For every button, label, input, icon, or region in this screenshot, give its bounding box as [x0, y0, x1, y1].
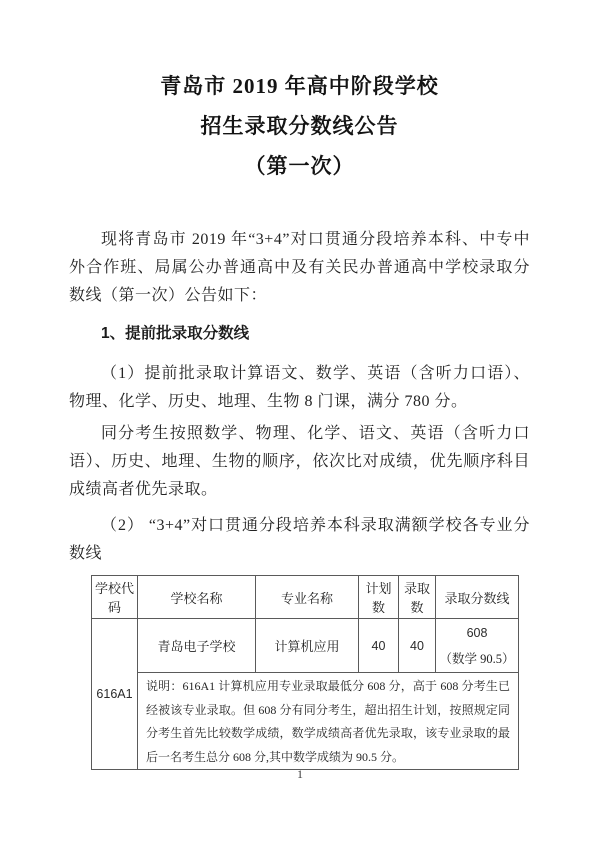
paragraph-subjects: （1）提前批录取计算语文、数学、英语（含听力口语）、物理、化学、历史、地理、生物 8 门课，满分 780 分。 [69, 365, 530, 410]
page-title-line2: 招生录取分数线公告 [200, 114, 399, 138]
col-header-school-code: 学校代码 [92, 576, 138, 619]
cell-explanation-note: 说明：616A1 计算机应用专业录取最低分 608 分，高于 608 分考生已经被该专业录取。但 608 分有同分考生，超出招生计划，按照规定同分考生首先比较数学成绩，数学成绩高者优先录取，该专业录取的最后一名考生总分 608 分,其中数学成绩为 90.5 分。 [138, 673, 519, 770]
admission-score-table [91, 575, 519, 770]
page-number: 1 [297, 767, 303, 781]
title-block [69, 0, 530, 186]
cell-plan-count: 40 [359, 619, 399, 673]
intro-paragraph: 现将青岛市 2019 年“3+4”对口贯通分段培养本科、中专中外合作班、局属公办普通高中及有关民办普通高中学校录取分数线（第一次）公告如下： [69, 231, 530, 304]
cell-school-code: 616A1 [92, 619, 138, 770]
cell-score-line [436, 619, 519, 673]
table-header-row [92, 576, 519, 619]
col-header-school-name: 学校名称 [138, 576, 256, 619]
page-title-line1: 青岛市 2019 年高中阶段学校 [160, 74, 439, 98]
col-header-score-line: 录取分数线 [436, 576, 519, 619]
col-header-plan-count: 计划数 [359, 576, 399, 619]
cell-major-name: 计算机应用 [256, 619, 359, 673]
page-title-line3: （第一次） [244, 154, 355, 178]
col-header-admit-count: 录取数 [399, 576, 436, 619]
cell-admit-count: 40 [399, 619, 436, 673]
table-note-row [92, 673, 519, 770]
table-row [92, 619, 519, 673]
paragraph-3plus4-intro: （2） “3+4”对口贯通分段培养本科录取满额学校各专业分数线 [69, 517, 530, 562]
cell-school-name: 青岛电子学校 [138, 619, 256, 673]
score-value: 608 [466, 625, 488, 640]
paragraph-tiebreak-rule: 同分考生按照数学、物理、化学、语文、英语（含听力口语）、历史、地理、生物的顺序，依次比对成绩，优先顺序科目成绩高者优先录取。 [69, 425, 530, 498]
score-math-detail: （数学 90.5） [439, 651, 515, 666]
col-header-major-name: 专业名称 [256, 576, 359, 619]
section-1-heading: 1、提前批录取分数线 [101, 325, 250, 342]
